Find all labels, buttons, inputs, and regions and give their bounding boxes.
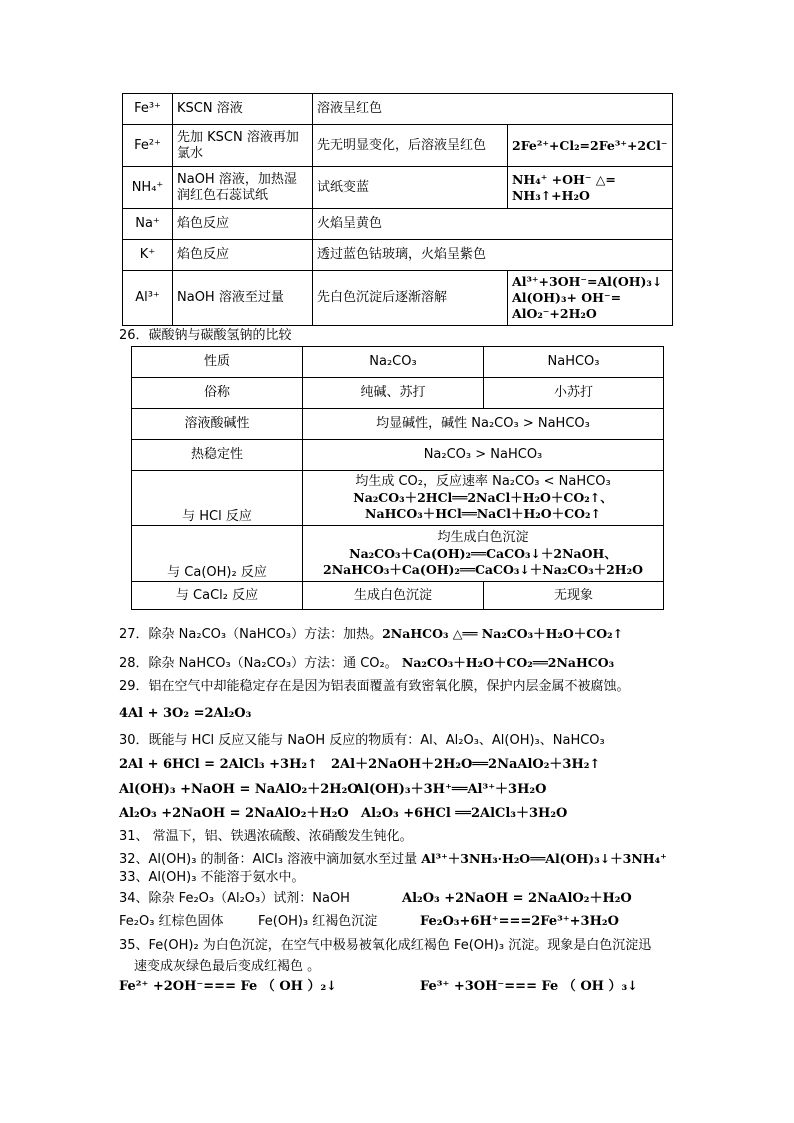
table-row bbox=[132, 378, 664, 409]
ion-cell: NH₄⁺ bbox=[123, 167, 173, 209]
cell-equation: NaHCO₃＋HCl══NaCl＋H₂O＋CO₂↑ bbox=[365, 506, 601, 521]
reagent-cell: NaOH 溶液至过量 bbox=[173, 271, 313, 326]
note-30-eq-a1: 2Al + 6HCl = 2AlCl₃ +3H₂↑ bbox=[119, 757, 318, 772]
ion-cell: Fe²⁺ bbox=[123, 125, 173, 167]
prop-cell: 与 HCl 反应 bbox=[132, 471, 303, 526]
phenomenon-cell: 溶液呈红色 bbox=[313, 94, 673, 125]
ion-cell: K⁺ bbox=[123, 240, 173, 271]
prop-cell: 与 CaCl₂ 反应 bbox=[132, 582, 303, 610]
prop-cell: 热稳定性 bbox=[132, 440, 303, 471]
table-row bbox=[132, 440, 664, 471]
note-30: 30．既能与 HCl 反应又能与 NaOH 反应的物质有：Al、Al₂O₃、Al(OH)₃、NaHCO₃ bbox=[119, 733, 605, 748]
phenomenon-cell: 先白色沉淀后逐渐溶解 bbox=[313, 271, 508, 326]
ion-cell: Fe³⁺ bbox=[123, 94, 173, 125]
table-row bbox=[132, 347, 664, 378]
note-30-eq-b3: Al₂O₃ +6HCl ══2AlCl₃＋3H₂O bbox=[361, 806, 568, 821]
prop-cell: 俗称 bbox=[132, 378, 303, 409]
ion-test-table bbox=[122, 93, 673, 326]
prop-cell: 与 Ca(OH)₂ 反应 bbox=[132, 526, 303, 582]
note-30-eq-b1: 2Al＋2NaOH＋2H₂O══2NaAlO₂＋3H₂↑ bbox=[331, 757, 601, 772]
note-text: 27．除杂 Na₂CO₃（NaHCO₃）方法：加热。 bbox=[119, 627, 383, 642]
note-34: 34、除杂 Fe₂O₃（Al₂O₃）试剂：NaOH bbox=[119, 891, 350, 906]
note-32 bbox=[119, 850, 667, 869]
value-cell bbox=[303, 471, 664, 526]
table-row bbox=[123, 167, 673, 209]
ion-cell: Na⁺ bbox=[123, 209, 173, 240]
note-equation: Na₂CO₃＋H₂O＋CO₂══2NaHCO₃ bbox=[401, 655, 615, 670]
phenomenon-cell: 火焰呈黄色 bbox=[313, 209, 673, 240]
reagent-cell: 焰色反应 bbox=[173, 240, 313, 271]
value-cell: 无现象 bbox=[484, 582, 664, 610]
phenomenon-cell: 试纸变蓝 bbox=[313, 167, 508, 209]
table-row bbox=[123, 94, 673, 125]
note-30-eq-a3: Al₂O₃ +2NaOH = 2NaAlO₂＋H₂O bbox=[119, 806, 349, 821]
cell-equation: 2NaHCO₃＋Ca(OH)₂══CaCO₃↓＋Na₂CO₃＋2H₂O bbox=[323, 561, 643, 577]
note-28 bbox=[119, 654, 614, 673]
note-text: 32、Al(OH)₃ 的制备：AlCl₃ 溶液中滴加氨水至过量 bbox=[119, 852, 418, 867]
value-cell: 小苏打 bbox=[484, 378, 664, 409]
table-row bbox=[132, 409, 664, 440]
value-cell: 纯碱、苏打 bbox=[303, 378, 484, 409]
phenomenon-cell: 透过蓝色钴玻璃，火焰呈紫色 bbox=[313, 240, 673, 271]
carbonate-comparison-table bbox=[131, 346, 664, 610]
ion-cell: Al³⁺ bbox=[123, 271, 173, 326]
note-equation: Al³⁺＋3NH₃·H₂O══Al(OH)₃↓＋3NH₄⁺ bbox=[421, 851, 667, 866]
value-cell: 生成白色沉淀 bbox=[303, 582, 484, 610]
table-row bbox=[123, 125, 673, 167]
note-29-equation: 4Al + 3O₂ =2Al₂O₃ bbox=[119, 706, 252, 721]
header-prop: 性质 bbox=[132, 347, 303, 378]
note-31: 31、 常温下，铝、铁遇浓硫酸、浓硝酸发生钝化。 bbox=[119, 829, 413, 844]
cell-line: 均生成 CO₂，反应速率 Na₂CO₃ < NaHCO₃ bbox=[355, 474, 611, 489]
note-27 bbox=[119, 625, 623, 644]
note-35-line-2: 速变成灰绿色最后变成红褐色 。 bbox=[134, 959, 321, 974]
note-35-eq-1: Fe²⁺ +2OH⁻=== Fe （ OH ）₂↓ bbox=[119, 979, 338, 994]
note-29: 29．铝在空气中却能稳定存在是因为铝表面覆盖有致密氧化膜，保护内层金属不被腐蚀。 bbox=[119, 679, 630, 694]
note-text: 28．除杂 NaHCO₃（Na₂CO₃）方法：通 CO₂。 bbox=[119, 656, 398, 671]
table-row bbox=[132, 582, 664, 610]
note-34-feoh3: Fe(OH)₃ 红褐色沉淀 bbox=[258, 914, 378, 929]
reagent-cell: 焰色反应 bbox=[173, 209, 313, 240]
note-33: 33、Al(OH)₃ 不能溶于氨水中。 bbox=[119, 870, 305, 885]
prop-cell: 溶液酸碱性 bbox=[132, 409, 303, 440]
cell-line: 均生成白色沉淀 bbox=[437, 529, 529, 545]
note-35-line-1: 35、Fe(OH)₂ 为白色沉淀，在空气中极易被氧化成红褐色 Fe(OH)₃ 沉淀。现象是白色沉淀迅 bbox=[119, 938, 652, 953]
cell-equation: Na₂CO₃＋Ca(OH)₂══CaCO₃↓＋2NaOH、 bbox=[349, 545, 617, 561]
equation-cell: Al³⁺+3OH⁻=Al(OH)₃↓ Al(OH)₃+ OH⁻= AlO₂⁻+2H₂O bbox=[508, 271, 673, 326]
section-26-title: 26．碳酸钠与碳酸氢钠的比较 bbox=[119, 328, 292, 343]
equation-cell: NH₄⁺ +OH⁻ △= NH₃↑+H₂O bbox=[508, 167, 673, 209]
table-row bbox=[132, 471, 664, 526]
reagent-cell: NaOH 溶液，加热湿润红色石蕊试纸 bbox=[173, 167, 313, 209]
note-34-equation: Al₂O₃ +2NaOH = 2NaAlO₂＋H₂O bbox=[402, 891, 632, 906]
cell-equation: Na₂CO₃＋2HCl══2NaCl＋H₂O＋CO₂↑、 bbox=[353, 490, 613, 505]
header-na2co3: Na₂CO₃ bbox=[303, 347, 484, 378]
note-34-fe2o3: Fe₂O₃ 红棕色固体 bbox=[119, 914, 224, 929]
table-row bbox=[132, 526, 664, 582]
note-35-eq-2: Fe³⁺ +3OH⁻=== Fe （ OH ）₃↓ bbox=[420, 979, 639, 994]
value-cell bbox=[303, 526, 664, 582]
note-34-equation-2: Fe₂O₃+6H⁺===2Fe³⁺+3H₂O bbox=[420, 914, 619, 929]
note-equation: 2NaHCO₃ △══ Na₂CO₃＋H₂O＋CO₂↑ bbox=[382, 626, 624, 641]
phenomenon-cell: 先无明显变化，后溶液呈红色 bbox=[313, 125, 508, 167]
equation-cell: 2Fe²⁺+Cl₂=2Fe³⁺+2Cl⁻ bbox=[508, 125, 673, 167]
note-30-eq-b2: Al(OH)₃＋3H⁺══Al³⁺＋3H₂O bbox=[354, 782, 547, 797]
table-row bbox=[123, 209, 673, 240]
value-cell: Na₂CO₃ > NaHCO₃ bbox=[303, 440, 664, 471]
value-cell: 均显碱性，碱性 Na₂CO₃ > NaHCO₃ bbox=[303, 409, 664, 440]
header-nahco3: NaHCO₃ bbox=[484, 347, 664, 378]
reagent-cell: KSCN 溶液 bbox=[173, 94, 313, 125]
reagent-cell: 先加 KSCN 溶液再加氯水 bbox=[173, 125, 313, 167]
table-row bbox=[123, 271, 673, 326]
table-row bbox=[123, 240, 673, 271]
note-30-eq-a2: Al(OH)₃ +NaOH = NaAlO₂＋2H₂O bbox=[119, 782, 359, 797]
